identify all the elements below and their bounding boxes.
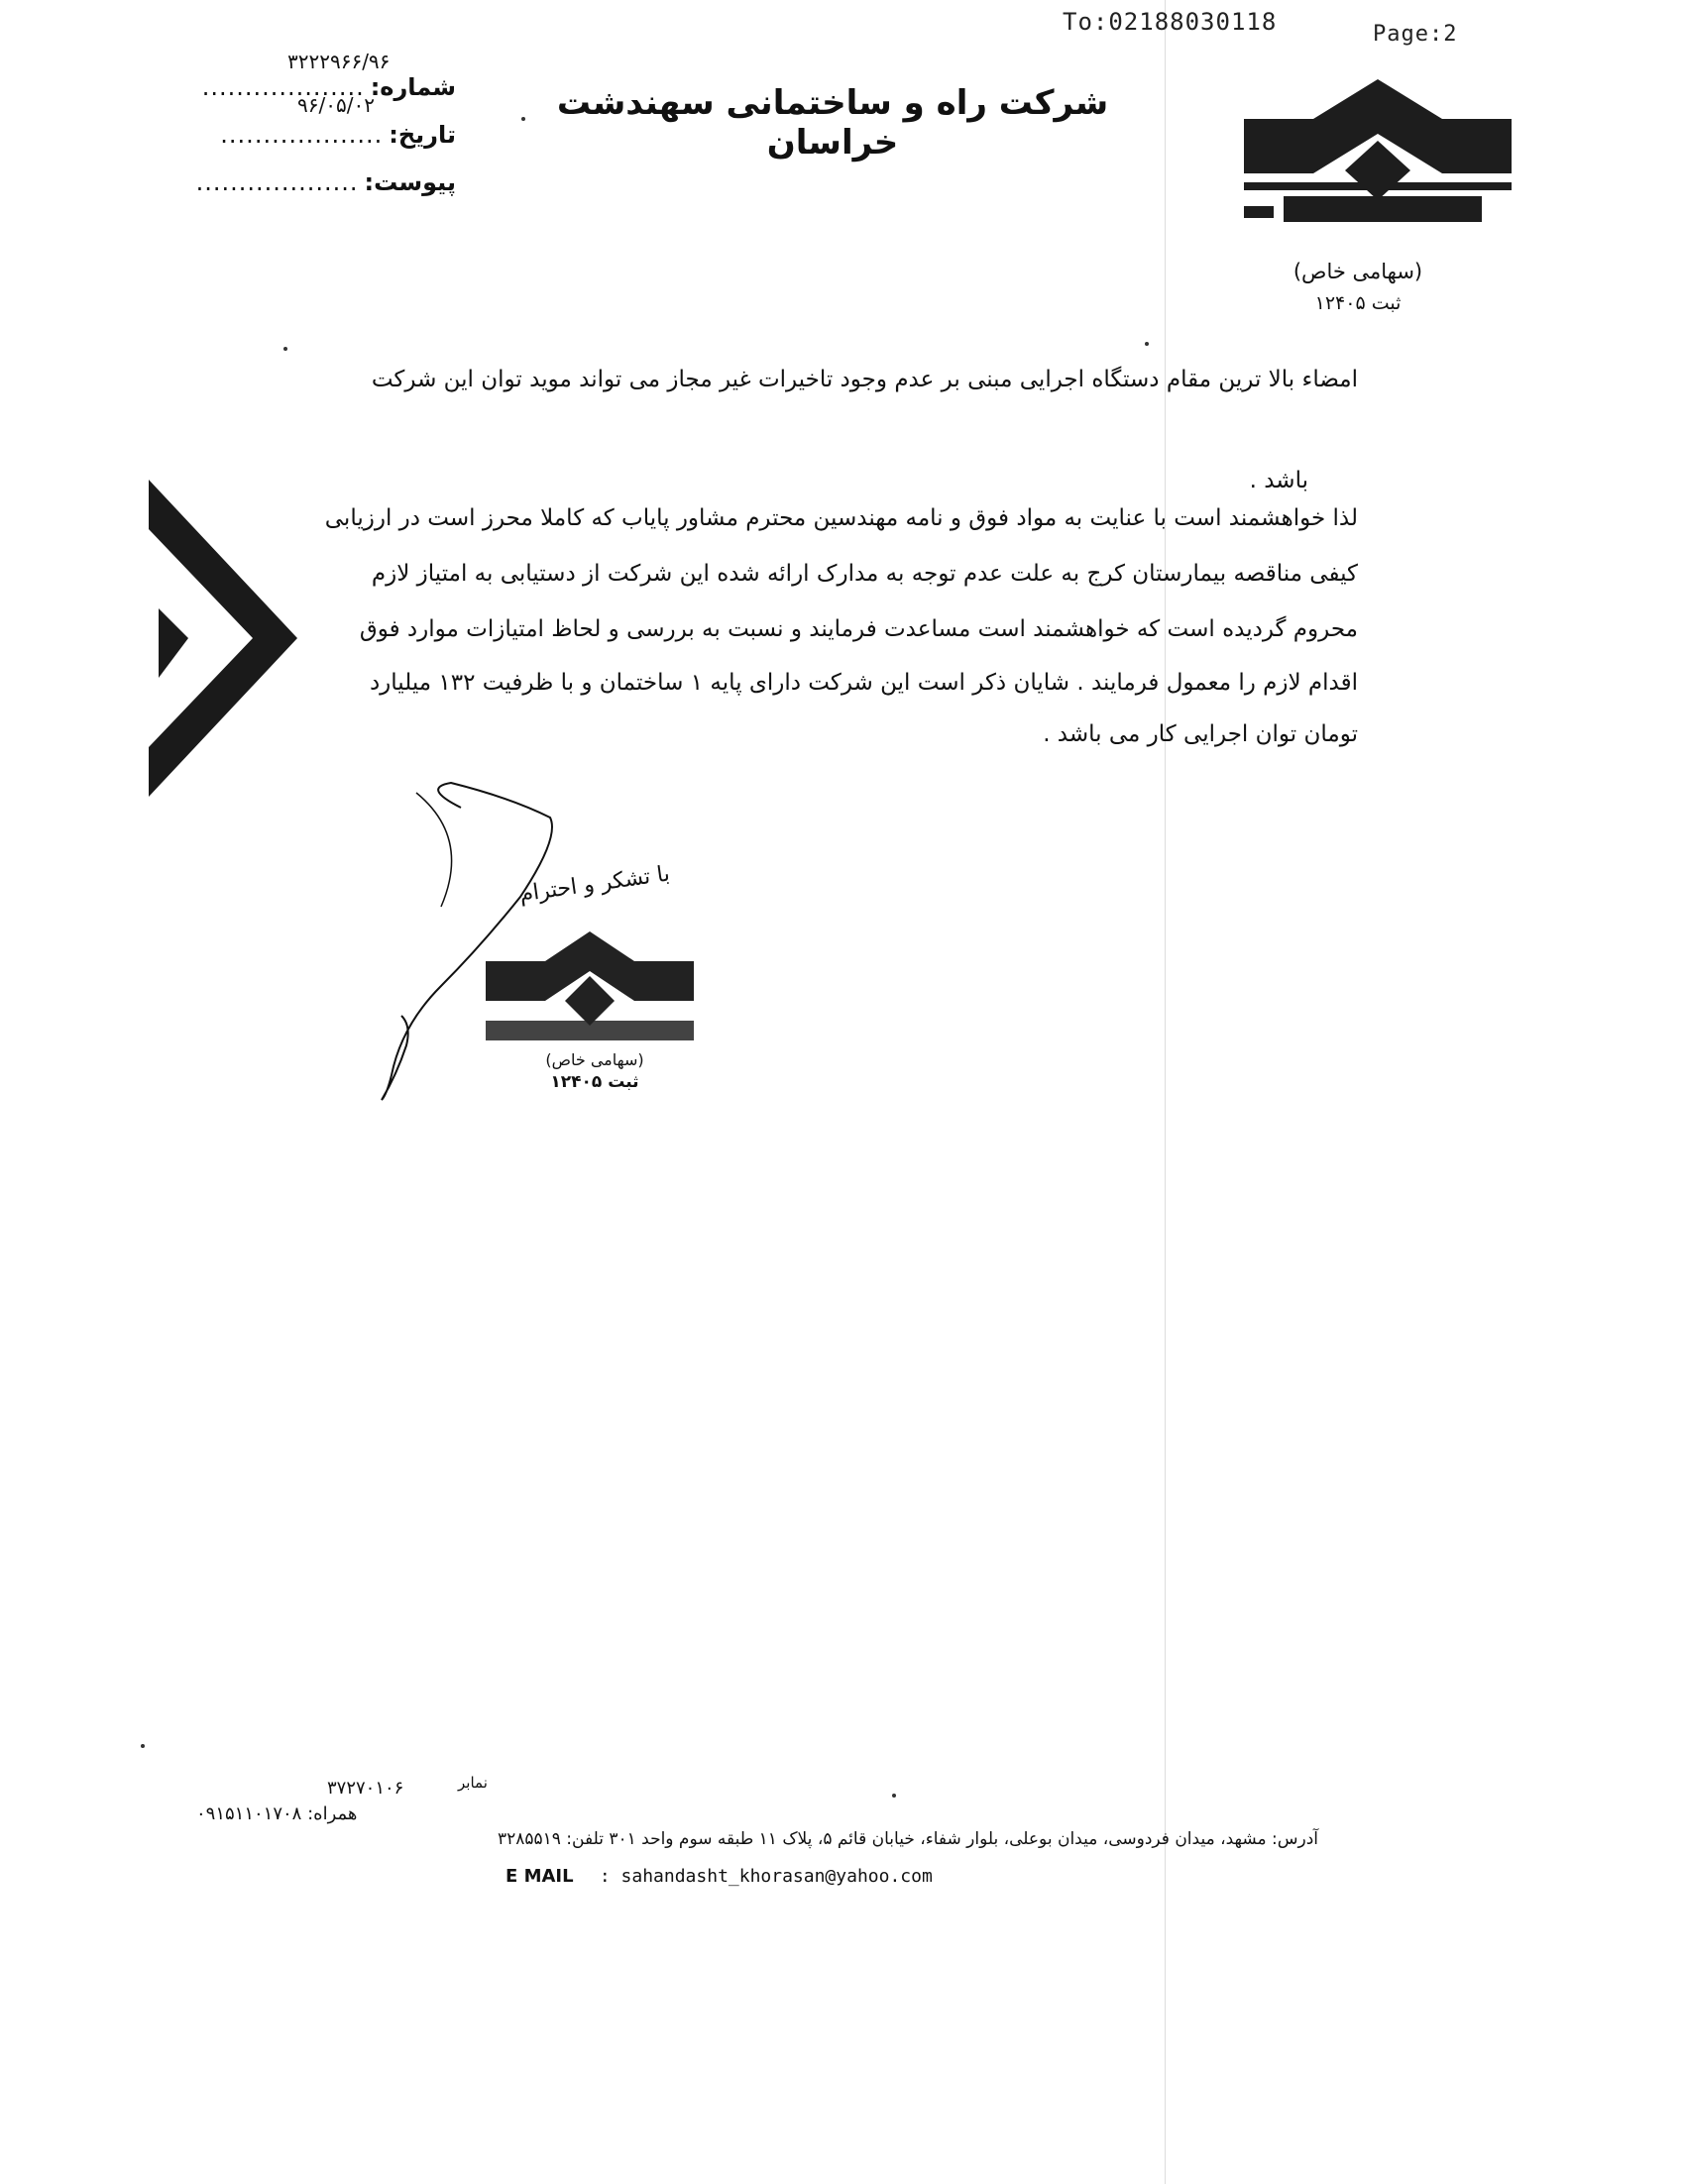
letter-number-label: شماره: — [370, 73, 456, 101]
footer-fax-number: ۳۷۲۷۰۱۰۶ — [327, 1778, 404, 1799]
letter-date-label: تاریخ: — [389, 121, 456, 149]
body-line: باشد . — [1249, 468, 1308, 493]
stamp-closing-phrase: با تشکر و احترام — [517, 861, 672, 908]
scan-speck — [141, 1744, 145, 1748]
letter-date-row — [218, 121, 456, 149]
body-line: لذا خواهشمند است با عنایت به مواد فوق و نامه مهندسین محترم مشاور پایاب که کاملا محرز است در ارزیابی — [324, 505, 1358, 531]
body-line: اقدام لازم را معمول فرمایند . شایان ذکر است این شرکت دارای پایه ۱ ساختمان و با ظرفیت ۱۳۲ میلیارد — [369, 670, 1358, 696]
stamp-company-type: (سهامی خاص) — [545, 1050, 644, 1069]
decorative-chevron — [149, 480, 297, 797]
letter-attachment-label: پیوست: — [364, 168, 456, 196]
footer-mobile: همراه: ۰۹۱۵۱۱۰۱۷۰۸ — [196, 1803, 358, 1824]
logo-company-type: (سهامی خاص) — [1292, 260, 1423, 283]
footer-email-label: E MAIL — [506, 1866, 574, 1887]
letter-number-value: ۳۲۲۲۹۶۶/۹۶ — [287, 50, 391, 73]
letter-date-dots: ................... — [220, 121, 384, 149]
scan-speck — [892, 1794, 896, 1798]
footer-email-address: : sahandasht_khorasan@yahoo.com — [599, 1866, 933, 1887]
fax-recipient-number: To:02188030118 — [1063, 8, 1278, 36]
fax-page-indicator: Page:2 — [1373, 22, 1458, 47]
footer-email-row — [506, 1866, 933, 1887]
body-line: محروم گردیده است که خواهشمند است مساعدت فرمایند و نسبت به بررسی و لحاظ امتیازات موارد فوق — [359, 616, 1358, 642]
letter-attachment-dots: ................... — [195, 168, 359, 196]
stamp-registration-number: ثبت ۱۲۴۰۵ — [550, 1072, 639, 1092]
scan-speck — [521, 117, 525, 121]
logo-registration-number: ثبت ۱۲۴۰۵ — [1314, 292, 1402, 314]
scan-speck — [1145, 342, 1149, 346]
letter-date-value: ۹۶/۰۵/۰۲ — [297, 93, 375, 117]
letter-meta-block — [195, 50, 456, 200]
scan-speck — [283, 347, 287, 351]
footer-address: آدرس: مشهد، میدان فردوسی، میدان بوعلی، بلوار شفاء، خیابان قائم ۵، پلاک ۱۱ طبقه سوم واحد ۳۰۱ تلفن: ۳۲۸۵۵۱۹ — [497, 1829, 1318, 1849]
body-line: کیفی مناقصه بیمارستان کرج به علت عدم توجه به مدارک ارائه شده این شرکت از دستیابی به امتیاز لازم — [371, 561, 1358, 587]
body-line: امضاء بالا ترین مقام دستگاه اجرایی مبنی بر عدم وجود تاخیرات غیر مجاز می تواند موید توان این شرکت — [371, 367, 1358, 392]
letter-attachment-row — [195, 168, 456, 196]
company-logo — [1244, 79, 1512, 238]
company-title: شرکت راه و ساختمانی سهندشت خراسان — [556, 83, 1109, 163]
letter-number-dots: ................... — [201, 73, 365, 101]
scan-fold-line — [1165, 0, 1166, 2184]
body-line: تومان توان اجرایی کار می باشد . — [1043, 721, 1358, 747]
footer-fax-label: نمابر — [458, 1774, 488, 1792]
